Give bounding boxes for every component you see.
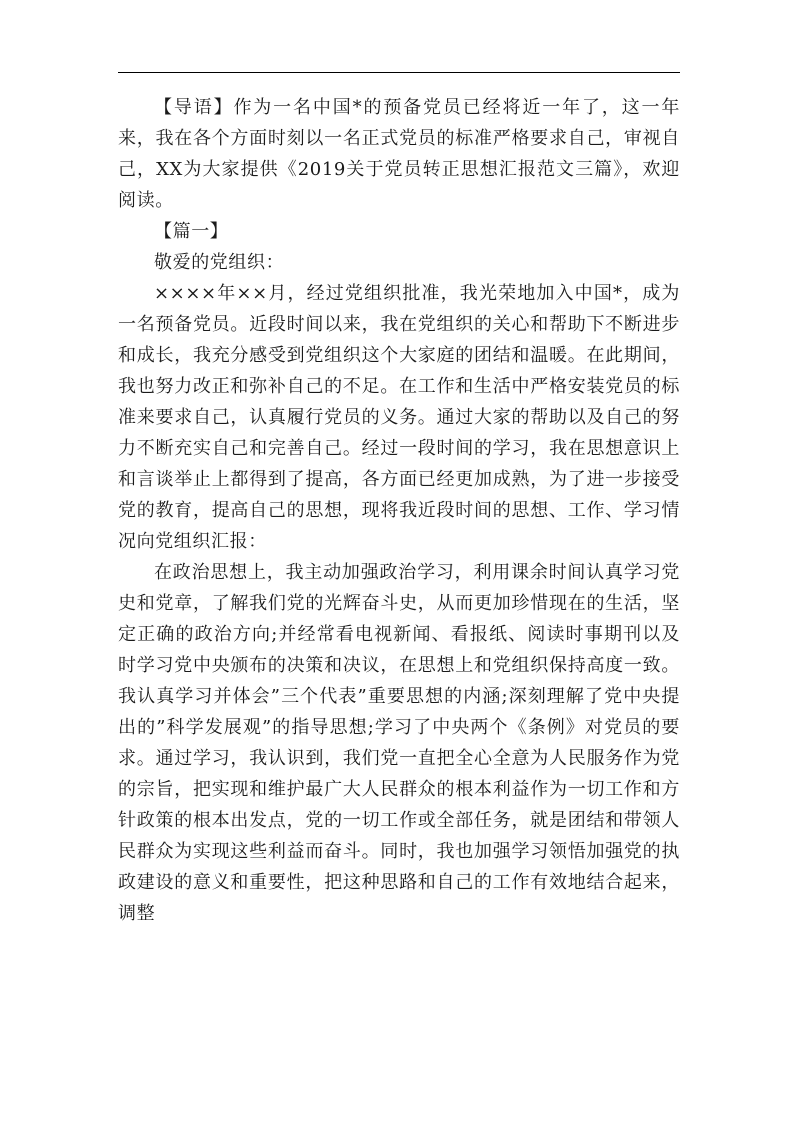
- header-rule: [118, 72, 680, 73]
- document-body: [118, 92, 680, 929]
- section-heading: 【篇一】: [154, 221, 229, 242]
- body-paragraph: 在政治思想上，我主动加强政治学习，利用课余时间认真学习党史和党章，了解我们党的光辉奋斗史，从而更加珍惜现在的生活，坚定正确的政治方向;并经常看电视新闻、看报纸、阅读时事期刊以及时学习党中央颁布的决策和决议，在思想上和党组织保持高度一致。我认真学习并体会”三个代表”重要思想的内涵;深刻理解了党中央提出的”科学发展观”的指导思想;学习了中央两个《条例》对党员的要求。通过学习，我认识到，我们党一直把全心全意为人民服务作为党的宗旨，把实现和维护最广大人民群众的根本利益作为一切工作和方针政策的根本出发点，党的一切工作或全部任务，就是团结和带领人民群众为实现这些利益而奋斗。同时，我也加强学习领悟加强党的执政建设的意义和重要性，把这种思路和自己的工作有效地结合起来，调整: [118, 562, 680, 924]
- salutation: 敬爱的党组织：: [154, 252, 285, 273]
- body-paragraph: ××××年××月，经过党组织批准，我光荣地加入中国*，成为一名预备党员。近段时间以来，我在党组织的关心和帮助下不断进步和成长，我充分感受到党组织这个大家庭的团结和温暖。在此期间，我也努力改正和弥补自己的不足。在工作和生活中严格安装党员的标准来要求自己，认真履行党员的义务。通过大家的帮助以及自己的努力不断充实自己和完善自己。经过一段时间的学习，我在思想意识上和言谈举止上都得到了提高，各方面已经更加成熟，为了进一步接受党的教育，提高自己的思想，现将我近段时间的思想、工作、学习情况向党组织汇报：: [118, 283, 680, 552]
- intro-paragraph: 【导语】作为一名中国*的预备党员已经将近一年了，这一年来，我在各个方面时刻以一名正式党员的标准严格要求自己，审视自己，XX为大家提供《2019关于党员转正思想汇报范文三篇》，欢迎阅读。: [118, 97, 680, 211]
